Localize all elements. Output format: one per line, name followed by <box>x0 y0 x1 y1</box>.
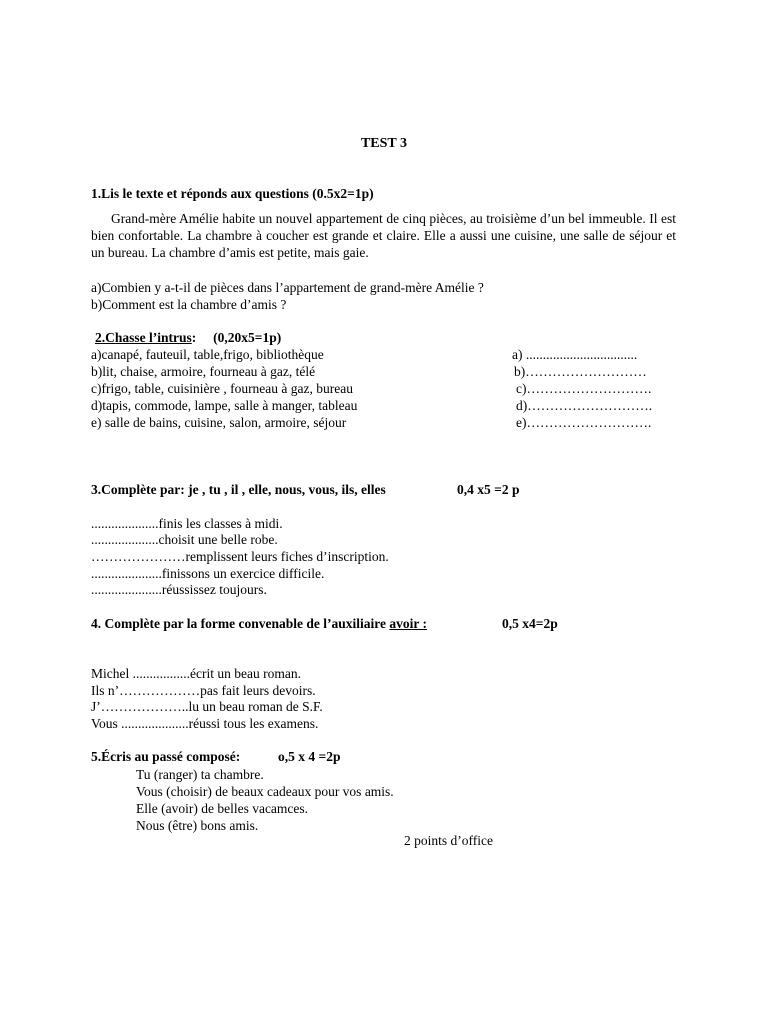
compose-line-3: Elle (avoir) de belles vacamces. <box>136 801 309 816</box>
pronoun-line-2: ....................choisit une belle robe. <box>91 532 278 547</box>
intrus-answer-c: c)………………………. <box>516 381 652 396</box>
section-2-heading-colon: : <box>191 330 197 345</box>
reading-paragraph: Grand-mère Amélie habite un nouvel appartement de cinq pièces, au troisième d’un bel immeuble. Il est bien confortable. La chambre à coucher est grande et claire. Elle a aussi une cuisine, une salle de séjour et un bureau. La chambre d’amis est petite, mais gaie. <box>91 211 676 260</box>
intrus-answer-a: a) ................................. <box>512 347 638 362</box>
question-b: b)Comment est la chambre d’amis ? <box>91 297 287 312</box>
intrus-answer-b: b)……………………… <box>514 364 647 379</box>
section-3-points: 0,4 x5 =2 p <box>457 482 520 497</box>
intrus-item-d: d)tapis, commode, lampe, salle à manger, tableau <box>91 398 358 413</box>
pronoun-line-5: .....................réussissez toujours. <box>91 582 267 597</box>
compose-line-2: Vous (choisir) de beaux cadeaux pour vos amis. <box>136 784 394 799</box>
section-2-heading-label: 2.Chasse l’intrus <box>95 330 192 345</box>
auxiliary-line-3: J’………………..lu un beau roman de S.F. <box>91 699 323 714</box>
auxiliary-line-4: Vous ....................réussi tous les examens. <box>91 716 319 731</box>
pronoun-line-1: ....................finis les classes à midi. <box>91 516 283 531</box>
section-4-heading-text: 4. Complète par la forme convenable de l’auxiliaire <box>91 616 386 631</box>
section-4-heading <box>91 616 427 632</box>
section-5-heading: 5.Écris au passé composé: <box>91 749 241 764</box>
section-2-points: (0,20x5=1p) <box>213 330 282 345</box>
auxiliary-line-2: Ils n’………………pas fait leurs devoirs. <box>91 683 316 698</box>
intrus-item-c: c)frigo, table, cuisinière , fourneau à gaz, bureau <box>91 381 353 396</box>
intrus-item-b: b)lit, chaise, armoire, fourneau à gaz, télé <box>91 364 316 379</box>
compose-line-4: Nous (être) bons amis. <box>136 818 259 833</box>
intrus-item-e: e) salle de bains, cuisine, salon, armoire, séjour <box>91 415 347 430</box>
section-1-heading: 1.Lis le texte et réponds aux questions (0.5x2=1p) <box>91 186 374 201</box>
section-4-points: 0,5 x4=2p <box>502 616 558 631</box>
question-a: a)Combien y a-t-il de pièces dans l’appartement de grand-mère Amélie ? <box>91 280 484 295</box>
intrus-answer-d: d)………………………. <box>516 398 653 413</box>
intrus-answer-e: e)………………………. <box>516 415 652 430</box>
compose-line-1: Tu (ranger) ta chambre. <box>136 767 264 782</box>
section-3-heading: 3.Complète par: je , tu , il , elle, nous, vous, ils, elles <box>91 482 386 497</box>
section-5-points: o,5 x 4 =2p <box>278 749 341 764</box>
pronoun-line-3: …………………remplissent leurs fiches d’inscription. <box>91 549 389 564</box>
auxiliary-line-1: Michel .................écrit un beau roman. <box>91 666 301 681</box>
section-4-heading-word: avoir : <box>389 616 427 631</box>
pronoun-line-4: .....................finissons un exercice difficile. <box>91 566 325 581</box>
intrus-item-a: a)canapé, fauteuil, table,frigo, bibliothèque <box>91 347 324 362</box>
page-title: TEST 3 <box>360 136 408 151</box>
office-points-note: 2 points d’office <box>404 833 493 848</box>
section-2-heading <box>95 329 281 346</box>
